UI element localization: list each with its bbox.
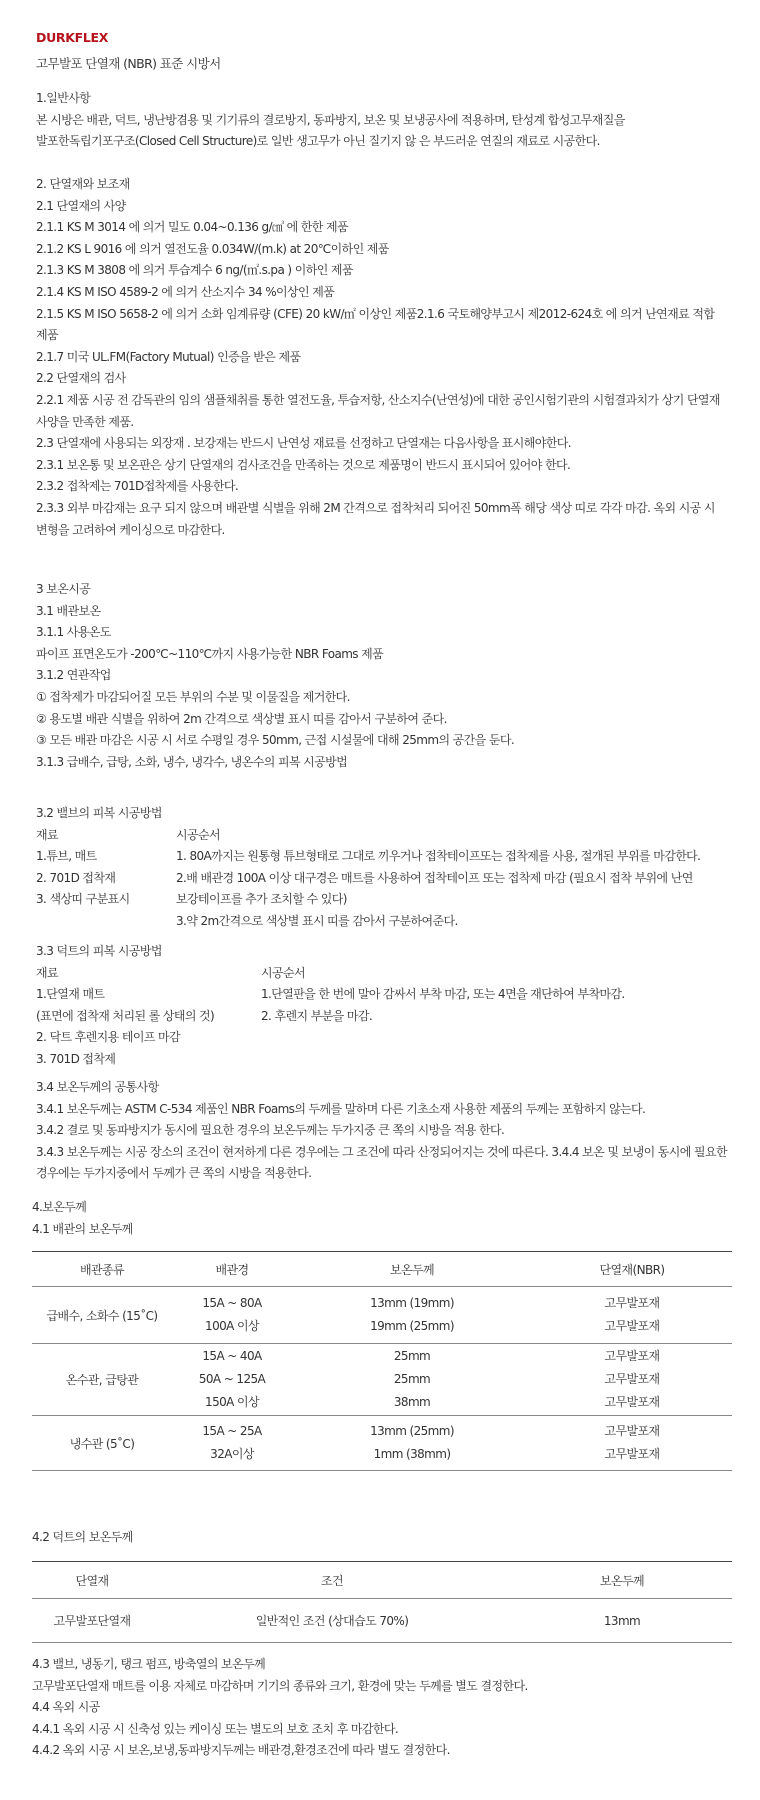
- paragraph-line: 2.3 단열재에 사용되는 외장재 . 보강재는 반드시 난연성 재료를 선정하고 단열재는 다음사항을 표시해야한다.: [36, 436, 571, 451]
- table-row: [32, 1287, 732, 1344]
- paragraph-line: 2.3.3 외부 마감재는 요구 되지 않으며 배관별 식별을 위해 2M 간격으로 접착처리 되어진 50mm폭 해당 색상 띠로 각각 마감. 옥외 시공 시: [36, 500, 715, 515]
- section-title: 1.일반사항: [36, 91, 91, 105]
- material-cell: 3. 701D 접착제: [36, 1051, 116, 1066]
- value-line: 고무발포재: [604, 1424, 660, 1438]
- material-cell: 2. 701D 접착재: [36, 870, 116, 885]
- pipe-type-cell: 급배수, 소화수 (15˚C): [46, 1308, 158, 1323]
- section-thickness-common: [36, 1077, 736, 1185]
- table-row: [32, 1599, 732, 1643]
- section-equipment-outdoor: [32, 1654, 732, 1762]
- procedure-cell: 2. 후렌지 부분을 마감.: [261, 1008, 373, 1023]
- value-line: 고무발포재: [604, 1349, 660, 1363]
- column-header-procedure: 시공순서: [261, 965, 305, 980]
- column-header-row: [36, 825, 736, 847]
- value-line: 100A 이상: [205, 1319, 259, 1333]
- list-item: [36, 1006, 736, 1028]
- section-title: 2. 단열재와 보조재: [36, 177, 130, 191]
- duct-thickness-table: [32, 1561, 732, 1643]
- paragraph-line: 2.3.2 접착제는 701D접착제를 사용한다.: [36, 479, 239, 494]
- value-line: 15A ~ 25A: [202, 1424, 262, 1438]
- thickness-cell: 13mm: [603, 1613, 641, 1628]
- paragraph-line: 2.1.2 KS L 9016 에 의거 열전도율 0.034W/(m.k) at 20℃이하인 제품: [36, 241, 389, 256]
- paragraph-line: 2.1.5 KS M ISO 5658-2 에 의거 소화 임계류량 (CFE) 20 kW/㎡ 이상인 제품2.1.6 국토해양부고시 제2012-624호 에 의거 난연재료 적합: [36, 306, 715, 321]
- paragraph-line: 3.4.1 보온두께는 ASTM C-534 제품인 NBR Foams의 두께를 말하며 다른 기초소재 사용한 제품의 두께는 포함하지 않는다.: [36, 1101, 646, 1116]
- condition-cell: 일반적인 조건 (상대습도 70%): [255, 1614, 409, 1628]
- section-title: 3.2 밸브의 피복 시공방법: [36, 806, 162, 820]
- pipe-size-cell: [172, 1416, 292, 1471]
- column-header-procedure: 시공순서: [176, 827, 220, 842]
- column-header-material: 재료: [36, 965, 58, 980]
- value-line: 50A ~ 125A: [198, 1372, 266, 1386]
- procedure-cell: 2.배 배관경 100A 이상 대구경은 매트를 사용하여 접착테이프 또는 접착제 마감 (필요시 접착 부위에 난연: [176, 870, 693, 885]
- paragraph-line: 2.1.1 KS M 3014 에 의거 밀도 0.04~0.136 g/㎤ 에 한한 제품: [36, 220, 348, 235]
- material-cell: 3. 색상띠 구분표시: [36, 892, 130, 907]
- value-line: 고무발포재: [604, 1395, 660, 1409]
- list-item: [36, 868, 736, 890]
- material-cell: (표면에 접착재 처리된 롤 상태의 것): [36, 1008, 215, 1023]
- section-valve-method: [36, 803, 736, 933]
- table-header-cell: 보온두께: [600, 1573, 644, 1588]
- table-header-cell: 배관경: [215, 1262, 249, 1277]
- pipe-thickness-table: [32, 1251, 732, 1471]
- procedure-cell: 1. 80A까지는 원통형 튜브형태로 그대로 끼우거나 접착테이프또는 접착제를 사용, 절개된 부위를 마감한다.: [176, 849, 701, 864]
- value-line: 15A ~ 40A: [202, 1349, 262, 1363]
- value-line: 150A 이상: [205, 1395, 259, 1409]
- procedure-cell: 보강테이프를 추가 조치할 수 있다): [176, 892, 347, 907]
- paragraph-line: 3.1 배관보온: [36, 603, 101, 618]
- paragraph-line: ③ 모든 배관 마감은 시공 시 서로 수평일 경우 50mm, 근접 시설물에 대해 25mm의 공간을 둔다.: [36, 733, 515, 748]
- section-title: 3.3 덕트의 피복 시공방법: [36, 944, 162, 958]
- document-subtitle: 고무발포 단열재 (NBR) 표준 시방서: [36, 56, 221, 71]
- paragraph-line: 제품: [36, 328, 58, 343]
- section-duct-method: [36, 941, 736, 1071]
- value-line: 고무발포재: [604, 1319, 660, 1333]
- paragraph-line: 변형을 고려하여 케이싱으로 마감한다.: [36, 522, 225, 537]
- pipe-type-cell: 냉수관 (5˚C): [69, 1436, 135, 1451]
- table-row: [32, 1416, 732, 1471]
- value-line: 고무발포재: [604, 1372, 660, 1386]
- list-item: [36, 984, 736, 1006]
- paragraph-line: 3.1.3 급배수, 급탕, 소화, 냉수, 냉각수, 냉온수의 피복 시공방법: [36, 754, 348, 769]
- paragraph-line: 3.1.2 연관작업: [36, 668, 111, 683]
- column-header-material: 재료: [36, 827, 58, 842]
- paragraph-line: 2.1.4 KS M ISO 4589-2 에 의거 산소지수 34 %이상인 제품: [36, 284, 335, 299]
- material-cell: [532, 1344, 732, 1416]
- section-title: 4.보온두께: [32, 1200, 87, 1214]
- value-line: 13mm (19mm): [370, 1296, 454, 1310]
- value-line: 고무발포재: [604, 1296, 660, 1310]
- table-header-row: [32, 1252, 732, 1287]
- section-title: 3.4 보온두께의 공통사항: [36, 1080, 159, 1094]
- list-item: [36, 911, 736, 933]
- column-header-row: [36, 963, 736, 985]
- table-header-row: [32, 1562, 732, 1599]
- paragraph-line: 본 시방은 배관, 덕트, 냉난방겸용 및 기기류의 결로방지, 동파방지, 보온 및 보냉공사에 적용하며, 탄성계 합성고무재질을: [36, 112, 625, 127]
- paragraph-line: ① 접착제가 마감되어질 모든 부위의 수분 및 이물질을 제거한다.: [36, 689, 350, 704]
- value-line: 25mm: [393, 1349, 431, 1363]
- value-line: 19mm (25mm): [370, 1319, 454, 1333]
- table-header-cell: 단열재(NBR): [599, 1262, 665, 1277]
- value-line: 15A ~ 80A: [202, 1296, 262, 1310]
- paragraph-line: 2.3.1 보온통 및 보온판은 상기 단열재의 검사조건을 만족하는 것으로 제품명이 반드시 표시되어 있어야 한다.: [36, 457, 571, 472]
- paragraph-line: 사양을 만족한 제품.: [36, 414, 134, 429]
- table-row: [32, 1344, 732, 1416]
- paragraph-line: 3.1.1 사용온도: [36, 625, 111, 640]
- material-cell: 1.단열재 매트: [36, 987, 105, 1002]
- paragraph-line: 2.1.7 미국 UL.FM(Factory Mutual) 인증을 받은 제품: [36, 349, 301, 364]
- pipe-size-cell: [172, 1287, 292, 1344]
- paragraph-line: 2.2.1 제품 시공 전 감독관의 임의 샘플채취를 통한 열전도율, 투습저항, 산소지수(난연성)에 대한 공인시험기관의 시험결과치가 상기 단열재: [36, 392, 720, 407]
- section-title: 3 보온시공: [36, 582, 91, 596]
- value-line: 25mm: [393, 1372, 431, 1386]
- value-line: 32A이상: [210, 1447, 254, 1461]
- value-line: 13mm (25mm): [370, 1424, 454, 1438]
- section-duct-thickness: [32, 1527, 732, 1549]
- paragraph-line: 2.1.3 KS M 3808 에 의거 투습계수 6 ng/(㎡.s.pa ) 이하인 제품: [36, 263, 353, 278]
- material-cell: 2. 닥트 후렌지용 테이프 마감: [36, 1030, 181, 1045]
- section-thickness: [32, 1197, 732, 1240]
- paragraph-line: 2.1 단열재의 사양: [36, 198, 126, 213]
- table-header-cell: 보온두께: [390, 1262, 434, 1277]
- subsection-title: 4.2 덕트의 보온두께: [32, 1530, 133, 1544]
- paragraph-line: 고무발포단열재 매트를 이용 자체로 마감하며 기기의 종류와 크기, 환경에 맞는 두께를 별도 결정한다.: [32, 1678, 528, 1693]
- table-header-cell: 조건: [321, 1573, 343, 1588]
- thickness-cell: [292, 1287, 532, 1344]
- procedure-cell: 3.약 2m간격으로 색상별 표시 띠를 감아서 구분하여준다.: [176, 913, 458, 928]
- list-item: [36, 846, 736, 868]
- section-insulation-material: [36, 174, 736, 541]
- value-line: 38mm: [393, 1395, 431, 1409]
- pipe-type-cell: 온수관, 급탕관: [65, 1373, 139, 1387]
- value-line: 1mm (38mm): [373, 1447, 451, 1461]
- paragraph-line: 경우에는 두가지중에서 두께가 큰 쪽의 시방을 적용한다.: [36, 1166, 312, 1181]
- subsection-title: 4.1 배관의 보온두께: [32, 1221, 133, 1236]
- thickness-cell: [292, 1344, 532, 1416]
- paragraph-line: 3.4.3 보온두께는 시공 장소의 조건이 현저하게 다른 경우에는 그 조건에 따라 산정되어지는 것에 따른다. 3.4.4 보온 및 보냉이 동시에 필요한: [36, 1144, 727, 1159]
- brand-name: DURKFLEX: [36, 30, 109, 45]
- paragraph-line: 2.2 단열재의 검사: [36, 371, 126, 386]
- material-cell: 고무발포단열재: [53, 1614, 131, 1628]
- paragraph-line: ② 용도별 배관 식별을 위하여 2m 간격으로 색상별 표시 띠를 감아서 구분하여 준다.: [36, 711, 447, 726]
- list-item: [36, 1049, 736, 1071]
- list-item: [36, 1027, 736, 1049]
- subsection-title: 4.4 옥외 시공: [32, 1700, 100, 1715]
- section-general: [36, 88, 736, 153]
- section-installation: [36, 579, 736, 773]
- material-cell: 1.튜브, 매트: [36, 849, 97, 864]
- table-header-cell: 배관종류: [80, 1262, 124, 1277]
- paragraph-line: 4.4.1 옥외 시공 시 신축성 있는 케이싱 또는 별도의 보호 조치 후 마감한다.: [32, 1721, 399, 1736]
- thickness-cell: [292, 1416, 532, 1471]
- paragraph-line: 4.4.2 옥외 시공 시 보온,보냉,동파방지두께는 배관경,환경조건에 따라 별도 결정한다.: [32, 1743, 450, 1758]
- paragraph-line: 발포한독립기포구조(Closed Cell Structure)로 일반 생고무가 아닌 질기지 않 은 부드러운 연질의 재료로 시공한다.: [36, 134, 600, 149]
- material-cell: [532, 1287, 732, 1344]
- subsection-title: 4.3 밸브, 냉동기, 탱크 펌프, 방축열의 보온두께: [32, 1657, 266, 1671]
- procedure-cell: 1.단열판을 한 번에 말아 감싸서 부착 마감, 또는 4면을 재단하여 부착마감.: [261, 987, 625, 1002]
- material-cell: [532, 1416, 732, 1471]
- list-item: [36, 889, 736, 911]
- pipe-size-cell: [172, 1344, 292, 1416]
- value-line: 고무발포재: [604, 1447, 660, 1461]
- paragraph-line: 3.4.2 결로 및 동파방지가 동시에 필요한 경우의 보온두께는 두가지중 큰 쪽의 시방을 적용 한다.: [36, 1123, 505, 1138]
- table-header-cell: 단열재: [75, 1573, 109, 1588]
- paragraph-line: 파이프 표면온도가 -200℃~110℃까지 사용가능한 NBR Foams 제품: [36, 646, 384, 661]
